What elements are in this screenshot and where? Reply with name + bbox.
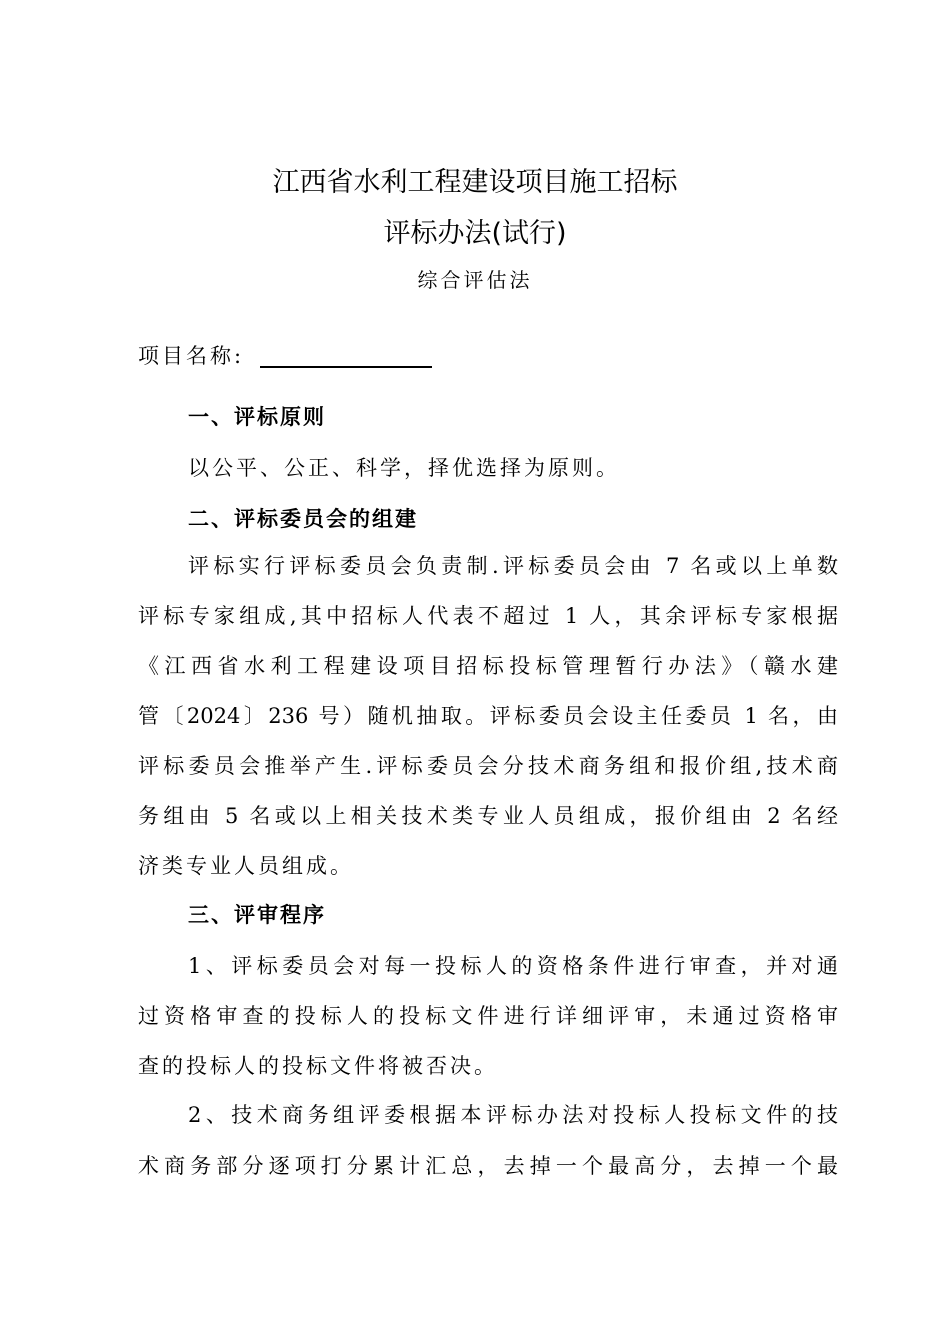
section-3-paragraph-1-line: 过资格审查的投标人的投标文件进行详细评审，未通过资格审: [138, 1004, 838, 1028]
section-3-paragraph-1-line: 查的投标人的投标文件将被否决。: [138, 1054, 498, 1078]
section-3-paragraph-2-line: 2、技术商务组评委根据本评标办法对投标人投标文件的技: [188, 1103, 838, 1127]
project-name-field: [138, 340, 432, 372]
section-2-line: 管〔2024〕236 号）随机抽取。评标委员会设主任委员 1 名，由: [138, 704, 838, 728]
section-3-paragraph-2-line: 术商务部分逐项打分累计汇总，去掉一个最高分，去掉一个最: [138, 1154, 838, 1178]
section-2-line: 务组由 5 名或以上相关技术类专业人员组成，报价组由 2 名经: [138, 804, 838, 828]
document-title-line-1: 江西省水利工程建设项目施工招标: [272, 167, 678, 198]
document-title-line-2: 评标办法(试行): [383, 218, 567, 249]
section-3-paragraph-1-line: 1、评标委员会对每一投标人的资格条件进行审查，并对通: [188, 954, 838, 978]
section-2-line: 济类专业人员组成。: [138, 854, 354, 878]
section-2-line: 《江西省水利工程建设项目招标投标管理暂行办法》（赣水建: [138, 654, 838, 678]
section-2-heading: 二、评标委员会的组建: [188, 507, 418, 531]
section-2-line: 评标实行评标委员会负责制.评标委员会由 7 名或以上单数: [188, 554, 838, 578]
section-1-heading: 一、评标原则: [188, 405, 326, 429]
document-subtitle: 综合评估法: [417, 268, 533, 292]
project-name-blank-line: [260, 344, 432, 368]
project-name-label: 项目名称:: [138, 344, 245, 368]
section-3-heading: 三、评审程序: [188, 903, 326, 927]
section-2-line: 评标专家组成,其中招标人代表不超过 1 人，其余评标专家根据: [138, 604, 838, 628]
section-2-line: 评标委员会推举产生.评标委员会分技术商务组和报价组,技术商: [138, 754, 838, 778]
section-1-body: 以公平、公正、科学，择优选择为原则。: [188, 456, 620, 480]
